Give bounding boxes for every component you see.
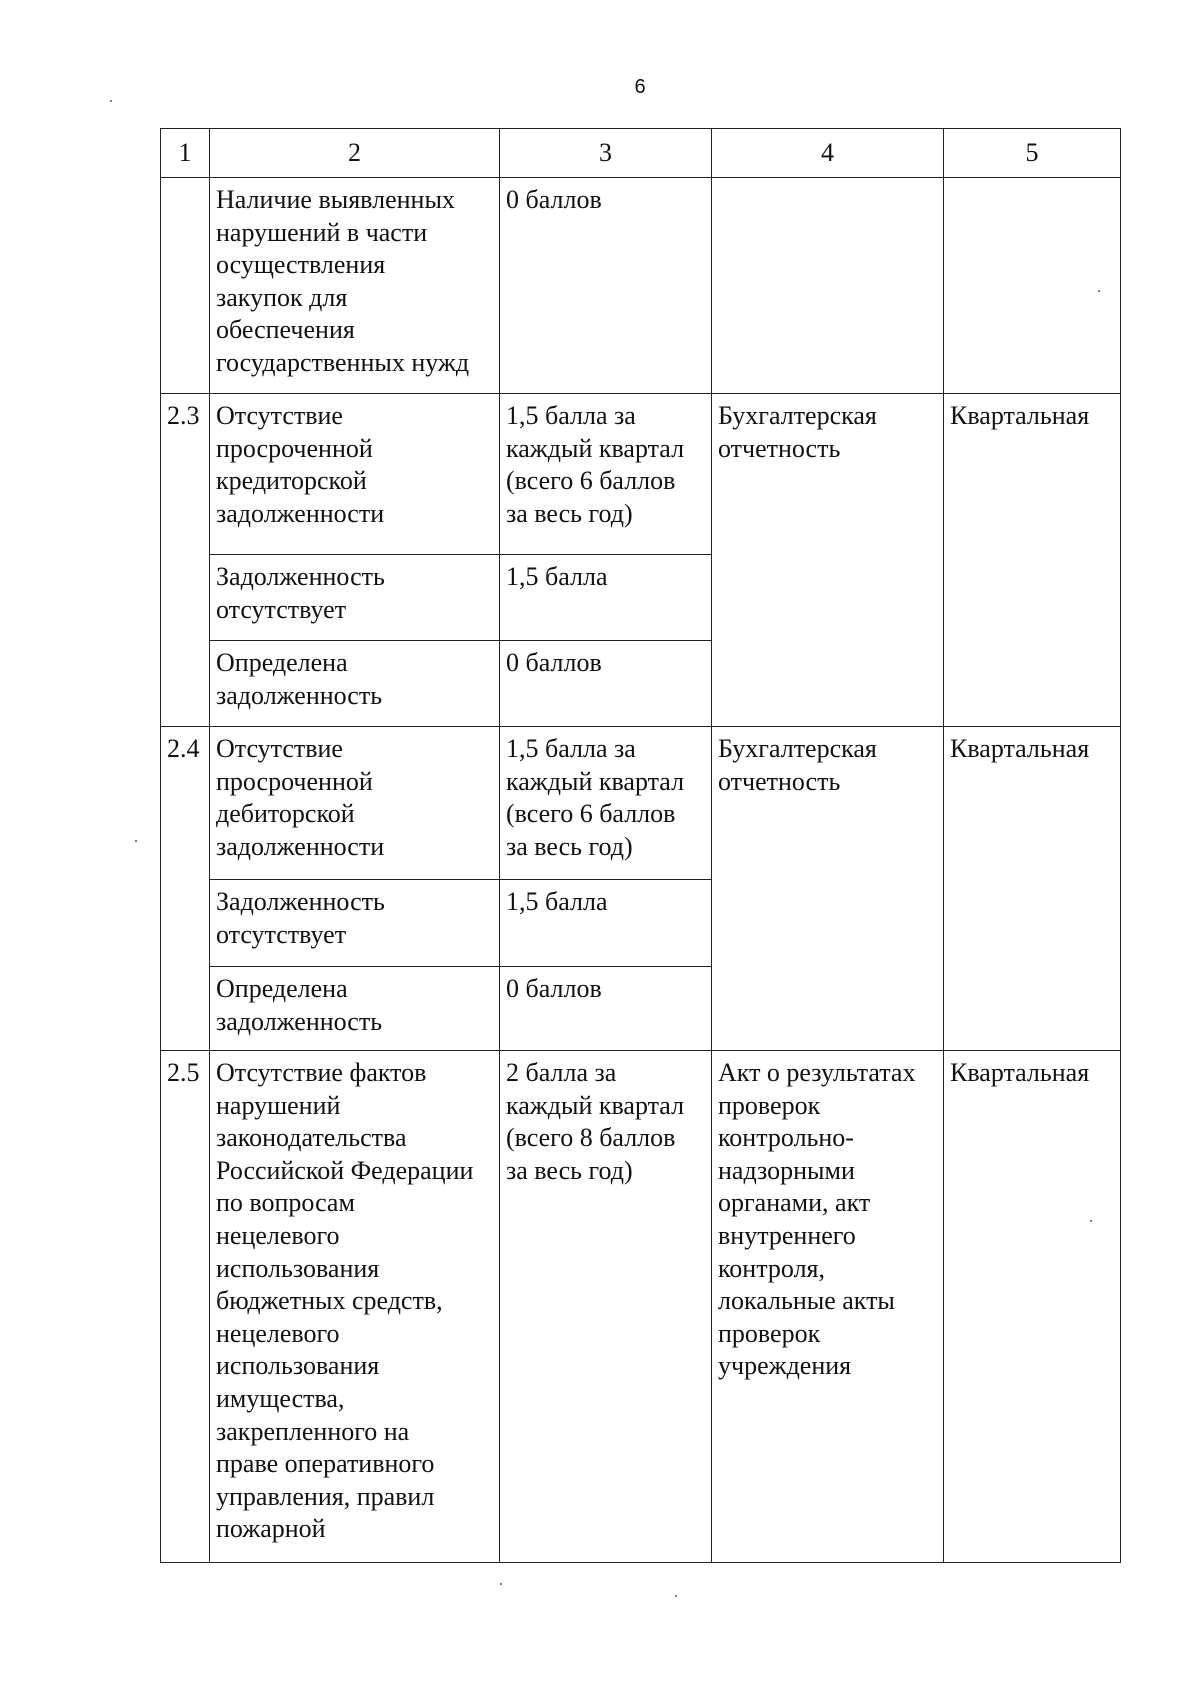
score-cell: 0 баллов <box>500 178 712 394</box>
period-cell: Квартальная <box>944 727 1121 1051</box>
period-cell: Квартальная <box>944 1051 1121 1563</box>
source-cell: Бухгалтерская отчетность <box>712 394 944 727</box>
table-row-continuation <box>161 178 1121 394</box>
source-cell <box>712 178 944 394</box>
scan-speck <box>110 100 112 102</box>
criteria-table <box>160 128 1121 1563</box>
scan-speck <box>135 840 137 842</box>
period-cell: Квартальная <box>944 394 1121 727</box>
score-cell: 2 балла за каждый квартал (всего 8 баллов за весь год) <box>500 1051 712 1563</box>
score-cell: 1,5 балла <box>500 555 712 641</box>
scan-speck <box>1090 1220 1092 1222</box>
criterion-cell: Отсутствие фактов нарушений законодательства Российской Федерации по вопросам нецелевого использования бюджетных средств, нецелевого использования имущества, закрепленного на праве оперативного управления, правил пожарной <box>210 1051 500 1563</box>
criterion-cell: Определена задолженность <box>210 967 500 1051</box>
table-header-row <box>161 129 1121 178</box>
table-row-2-3 <box>161 394 1121 555</box>
scan-speck <box>675 1595 677 1597</box>
row-number-cell: 2.4 <box>161 727 210 1051</box>
row-number-cell: 2.3 <box>161 394 210 727</box>
table-row-2-5 <box>161 1051 1121 1563</box>
scan-speck <box>1098 290 1100 292</box>
score-cell: 1,5 балла за каждый квартал (всего 6 баллов за весь год) <box>500 394 712 555</box>
table-row-2-4 <box>161 727 1121 880</box>
period-cell <box>944 178 1121 394</box>
header-col-3: 3 <box>500 129 712 178</box>
score-cell: 1,5 балла <box>500 880 712 967</box>
score-cell: 0 баллов <box>500 641 712 727</box>
source-cell: Бухгалтерская отчетность <box>712 727 944 1051</box>
page-number: 6 <box>634 76 646 98</box>
header-col-2: 2 <box>210 129 500 178</box>
source-cell: Акт о результатах проверок контрольно- надзорными органами, акт внутреннего контроля, локальные акты проверок учреждения <box>712 1051 944 1563</box>
criterion-cell: Отсутствие просроченной дебиторской задолженности <box>210 727 500 880</box>
scan-speck <box>500 1583 502 1585</box>
header-col-4: 4 <box>712 129 944 178</box>
criterion-cell: Отсутствие просроченной кредиторской задолженности <box>210 394 500 555</box>
header-col-1: 1 <box>161 129 210 178</box>
header-col-5: 5 <box>944 129 1121 178</box>
row-number-cell <box>161 178 210 394</box>
criterion-cell: Наличие выявленных нарушений в части осуществления закупок для обеспечения государственных нужд <box>210 178 500 394</box>
criterion-cell: Задолженность отсутствует <box>210 555 500 641</box>
score-cell: 0 баллов <box>500 967 712 1051</box>
criterion-cell: Определена задолженность <box>210 641 500 727</box>
row-number-cell: 2.5 <box>161 1051 210 1563</box>
score-cell: 1,5 балла за каждый квартал (всего 6 баллов за весь год) <box>500 727 712 880</box>
criterion-cell: Задолженность отсутствует <box>210 880 500 967</box>
